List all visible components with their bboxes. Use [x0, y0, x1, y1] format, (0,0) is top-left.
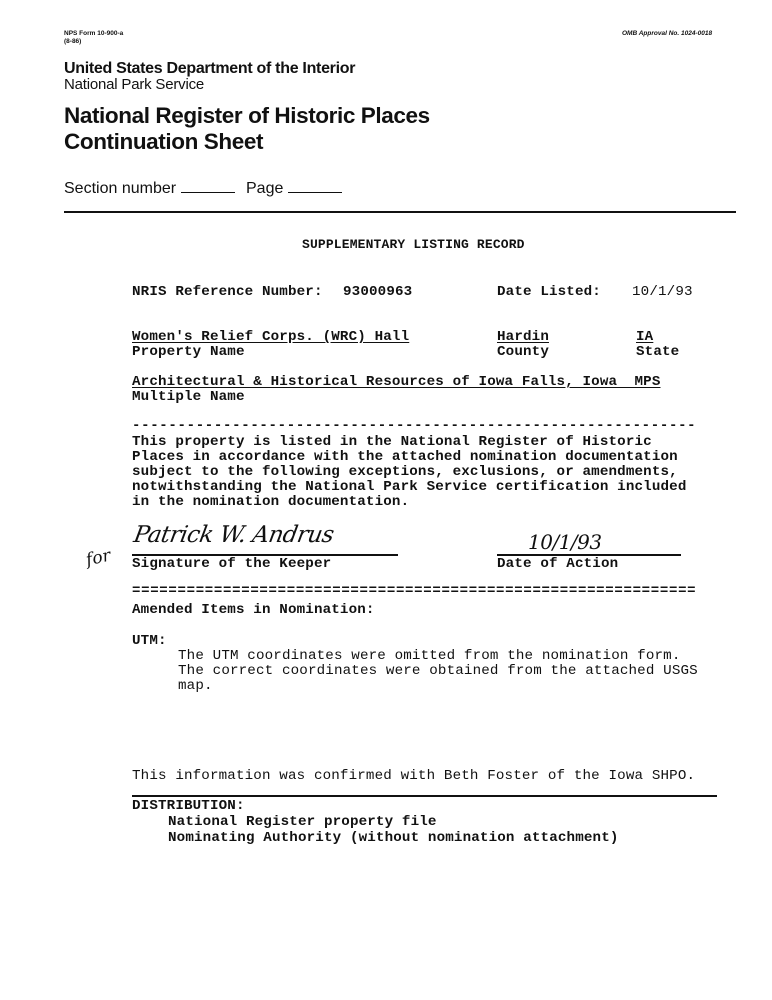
page-label: Page — [246, 180, 284, 197]
date-of-action-label: Date of Action — [497, 556, 619, 572]
page-subtitle: Continuation Sheet — [64, 129, 264, 154]
distribution-label: DISTRIBUTION: — [132, 798, 245, 814]
date-listed-label: Date Listed: — [497, 284, 601, 300]
multiple-name-label: Multiple Name — [132, 389, 245, 405]
equals-separator: ============================================================== — [132, 583, 697, 599]
utm-line: The UTM coordinates were omitted from the nomination form. — [178, 648, 681, 664]
distribution-item: National Register property file — [168, 814, 437, 830]
page-title: National Register of Historic Places — [64, 103, 430, 128]
agency-name: National Park Service — [64, 76, 205, 93]
statement-line: subject to the following exceptions, exclusions, or amendments, — [132, 464, 678, 480]
department-name: United States Department of the Interior — [64, 60, 356, 77]
state-value: IA — [636, 329, 654, 345]
page-blank — [288, 192, 342, 193]
form-date: (8-86) — [64, 38, 82, 45]
state-label: State — [636, 344, 680, 360]
distribution-item: Nominating Authority (without nomination attachment) — [168, 830, 619, 846]
record-heading: SUPPLEMENTARY LISTING RECORD — [302, 237, 525, 252]
utm-line: map. — [178, 678, 213, 694]
multiple-name: Architectural & Historical Resources of Iowa Falls, Iowa MPS — [132, 374, 661, 390]
utm-line: The correct coordinates were obtained from the attached USGS — [178, 663, 698, 679]
utm-label: UTM: — [132, 633, 167, 649]
county-label: County — [497, 344, 549, 360]
dash-separator: -------------------------------------------------------------- — [132, 418, 697, 434]
header-divider — [64, 211, 736, 213]
section-number-label: Section number — [64, 180, 177, 197]
section-number-blank — [181, 192, 235, 193]
signature-label: Signature of the Keeper — [132, 556, 332, 572]
amended-items-heading: Amended Items in Nomination: — [132, 602, 375, 618]
statement-line: Places in accordance with the attached nomination documentation — [132, 449, 678, 465]
distribution-divider — [132, 795, 717, 797]
page-field — [246, 180, 342, 198]
section-number-field — [64, 180, 235, 198]
action-date-handwritten: 10/1/93 — [528, 530, 602, 554]
county-value: Hardin — [497, 329, 549, 345]
keeper-signature: Patrick W. Andrus — [131, 522, 336, 548]
statement-line: notwithstanding the National Park Service certification included — [132, 479, 687, 495]
statement-line: This property is listed in the National Register of Historic — [132, 434, 652, 450]
form-number: NPS Form 10-900-a — [64, 30, 124, 37]
property-name: Women's Relief Corps. (WRC) Hall — [132, 329, 410, 345]
nris-label: NRIS Reference Number: — [132, 284, 323, 300]
statement-line: in the nomination documentation. — [132, 494, 410, 510]
nris-value: 93000963 — [343, 284, 413, 300]
confirmation-note: This information was confirmed with Beth Foster of the Iowa SHPO. — [132, 768, 696, 784]
property-name-label: Property Name — [132, 344, 245, 360]
date-listed-value: 10/1/93 — [632, 284, 693, 300]
signature-initials: for — [84, 545, 113, 571]
omb-approval: OMB Approval No. 1024-0018 — [622, 30, 713, 37]
